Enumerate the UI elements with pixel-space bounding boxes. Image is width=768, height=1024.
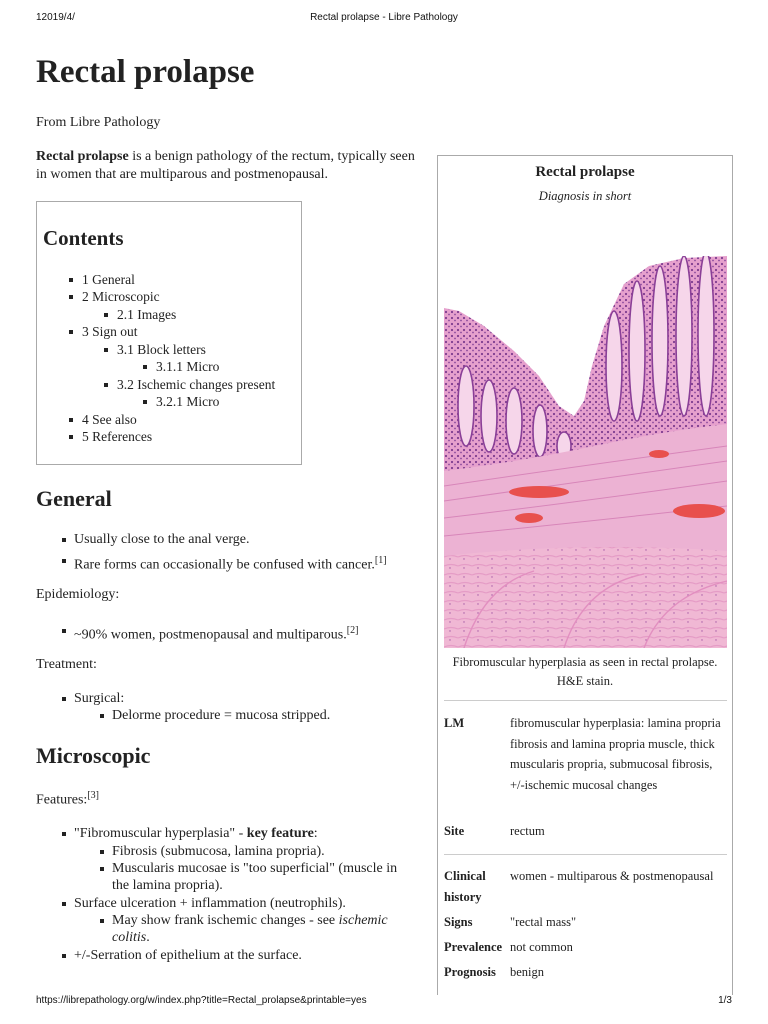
infobox-divider [444,854,727,855]
list-item: Fibrosis (submucosa, lamina propria). [112,844,325,859]
toc-item-ischemic-changes[interactable]: 3.2 Ischemic changes present [117,377,276,392]
heading-microscopic: Microscopic [36,743,151,768]
list-item: Delorme procedure = mucosa stripped. [112,708,331,723]
toc-item-images[interactable]: 2.1 Images [117,307,177,322]
infobox-value-prognosis: benign [510,965,545,979]
treatment-label: Treatment: [36,657,97,672]
histology-image[interactable] [444,256,727,648]
toc-item-references[interactable]: 5 References [82,429,153,444]
intro-text: is a benign pathology of the rectum, typically seen in women that are multiparous and postmenopausal. [36,149,415,182]
bullet-text: ~90% women, postmenopausal and multiparous. [74,627,347,643]
infobox-value-clinical: women - multiparous & postmenopausal [510,869,714,883]
toc-item-microscopic[interactable]: 2 Microscopic [82,289,160,304]
site-sub: From Libre Pathology [36,115,161,130]
page-number: 1/3 [718,995,732,1006]
epidemiology-label: Epidemiology: [36,587,120,602]
bullet-text: May show frank ischemic changes - see [112,913,339,928]
intro-paragraph [36,148,416,184]
features-text: Features: [36,792,88,808]
toc-item-general[interactable]: 1 General [82,272,135,287]
print-title: Rectal prolapse - Libre Pathology [310,12,458,23]
infobox-key-clinical [444,866,486,908]
image-caption [438,653,732,691]
list-item [74,622,358,644]
caption-line-1: Fibromuscular hyperplasia as seen in rectal prolapse. [452,655,718,669]
caption-line-2: H&E stain. [556,674,614,688]
bullet-text: : [313,826,318,841]
bullet-text: "Fibromuscular hyperplasia" - [74,826,247,841]
list-item: Surface ulceration + inflammation (neutrophils). [74,896,346,911]
key-feature: key feature [246,826,314,841]
toc-item-micro-1[interactable]: 3.1.1 Micro [156,359,220,374]
key-line: Clinical [444,869,486,883]
print-url[interactable]: https://librepathology.org/w/index.php?title=Rectal_prolapse&printable=yes [36,995,367,1006]
infobox-value-signs: "rectal mass" [510,915,577,929]
intro-bold: Rectal prolapse [36,149,129,164]
bullet-text: Rare forms can occasionally be confused with cancer. [74,557,375,573]
ischemic-colitis-link-cont[interactable]: colitis [112,930,147,945]
list-item [112,912,412,946]
infobox-key-signs: Signs [444,915,473,929]
toc-item-micro-2[interactable]: 3.2.1 Micro [156,394,220,409]
toc-title: Contents [43,226,124,250]
key-line: history [444,890,482,904]
list-item [112,860,412,894]
list-item: +/-Serration of epithelium at the surface. [74,948,302,963]
citation-link[interactable]: [3] [87,790,99,801]
toc-item-see-also[interactable]: 4 See also [82,412,137,427]
list-item: Usually close to the anal verge. [74,532,250,547]
toc-item-block-letters[interactable]: 3.1 Block letters [117,342,206,357]
table-of-contents [36,201,302,465]
infobox [437,155,733,995]
infobox-key-prognosis: Prognosis [444,965,496,979]
ischemic-colitis-link[interactable]: ischemic [338,913,388,928]
infobox-subtitle: Diagnosis in short [538,189,632,203]
bullet-text: . [146,930,150,945]
bullet-text: Muscularis mucosae is "too superficial" (muscle in [112,861,398,876]
list-item [74,825,318,842]
print-date: 12019/4/ [36,12,75,23]
histology-svg [444,256,727,648]
list-item [74,552,387,574]
infobox-key-lm: LM [444,716,465,730]
list-item: Surgical: [74,691,125,706]
bullet-text: the lamina propria). [112,878,223,893]
infobox-title: Rectal prolapse [535,164,635,180]
infobox-key-prevalence: Prevalence [444,940,503,954]
toc-item-sign-out[interactable]: 3 Sign out [82,324,138,339]
features-label [36,790,99,809]
heading-general: General [36,486,112,511]
citation-link[interactable]: [1] [374,555,387,566]
infobox-value-site: rectum [510,824,545,838]
citation-link[interactable]: [2] [346,625,359,636]
infobox-value-lm: fibromuscular hyperplasia: lamina propria fibrosis and lamina propria muscle, thick muscularis propria, submucosal fibrosis, +/-ischemic mucosal changes [510,716,721,792]
infobox-value-prevalence: not common [510,940,573,954]
infobox-divider [444,700,727,701]
infobox-key-site: Site [444,824,465,838]
page-title: Rectal prolapse [36,54,255,90]
